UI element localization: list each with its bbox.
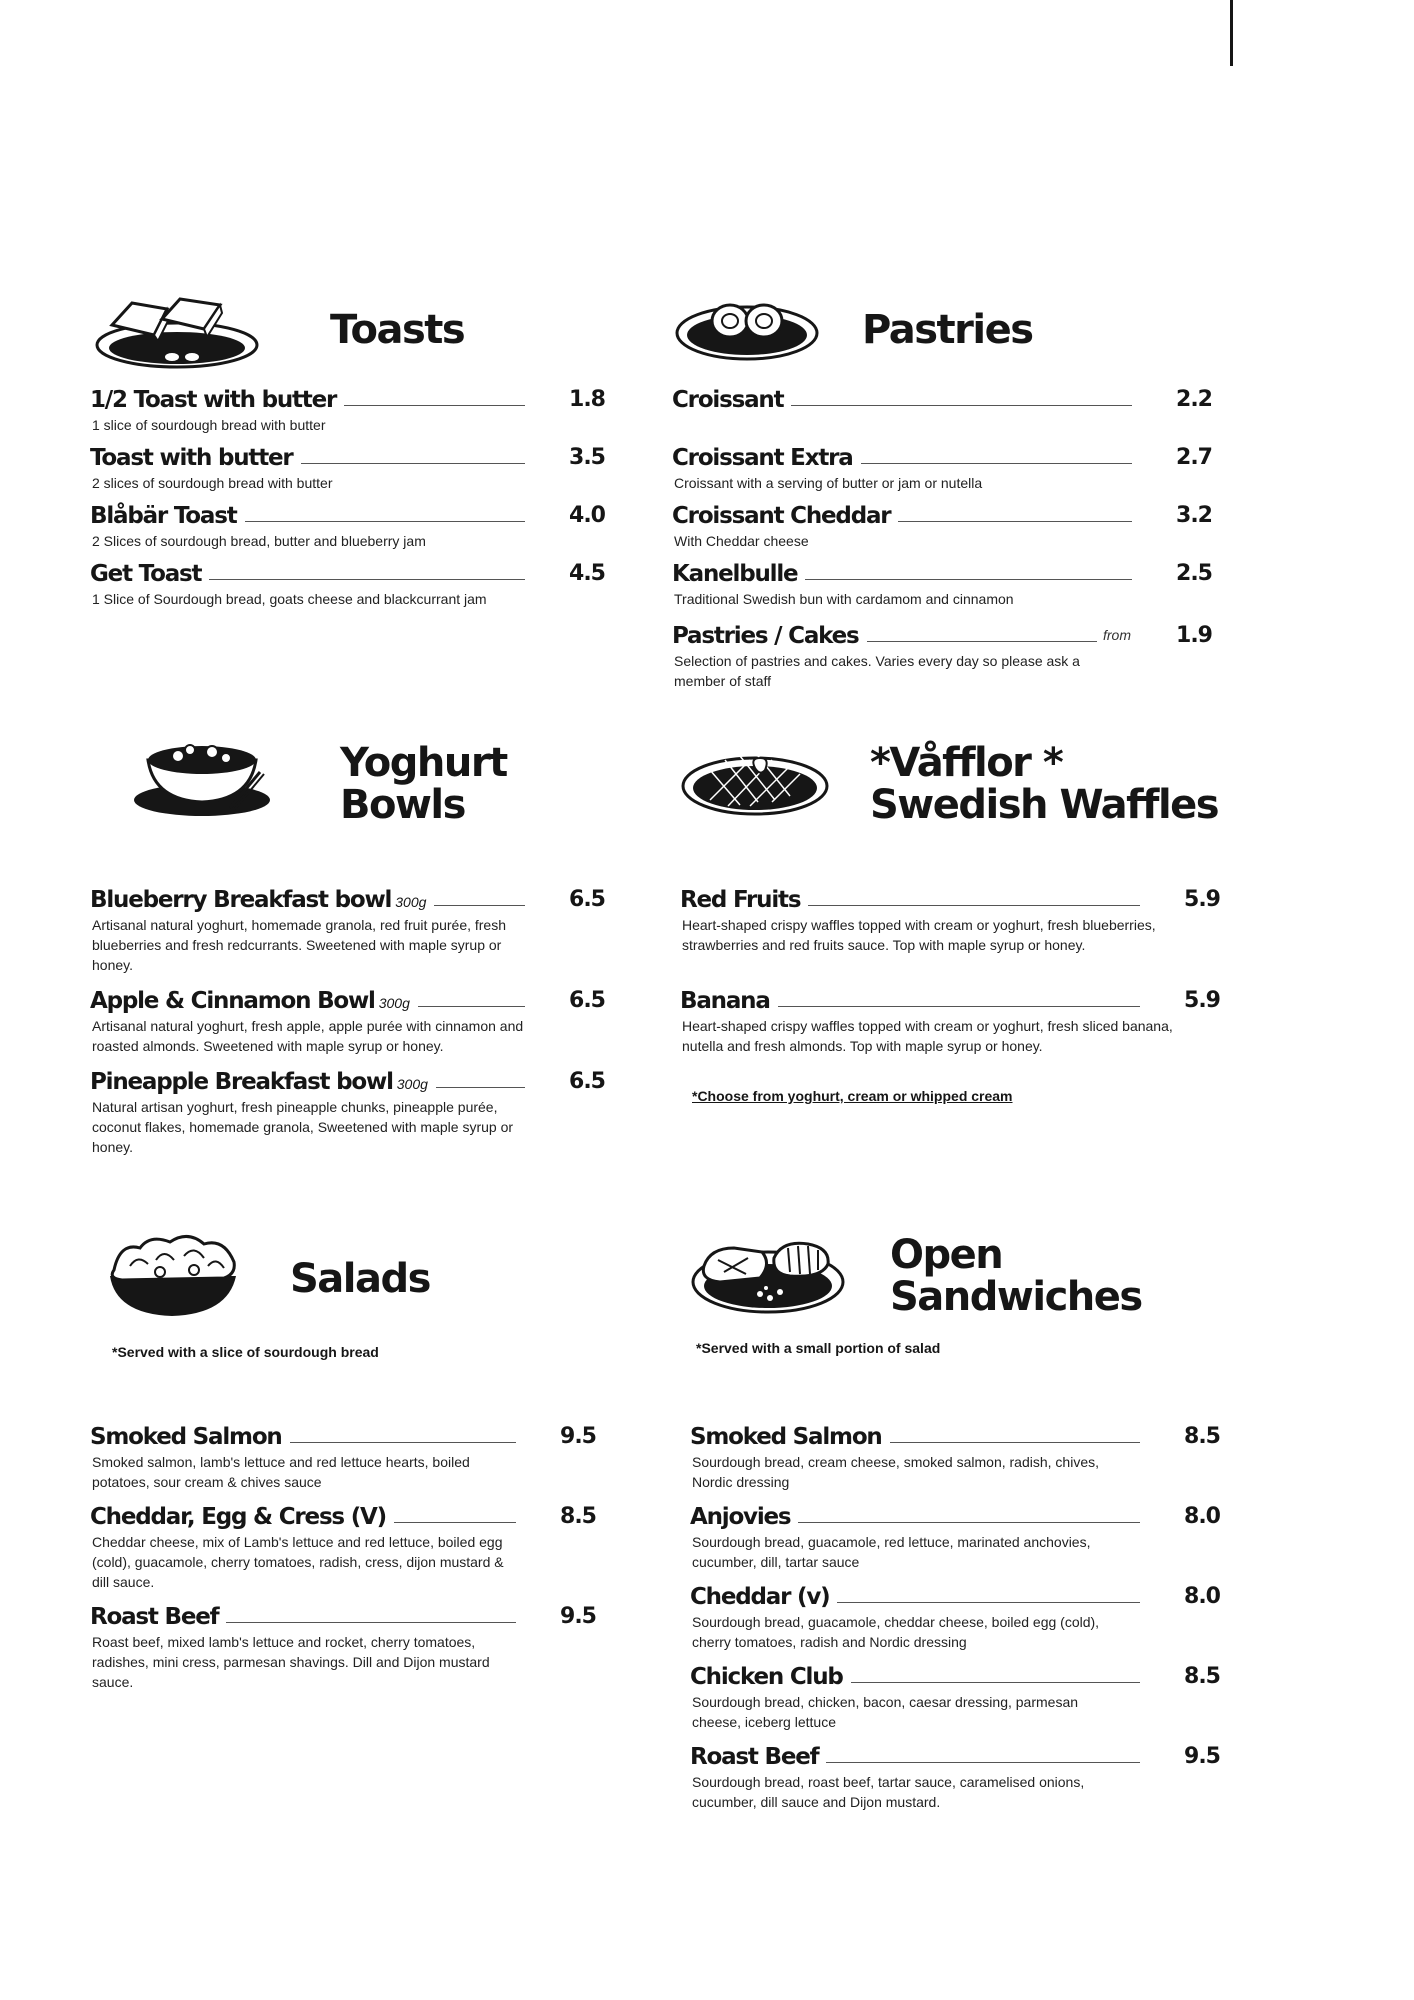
- sandwiches-menu-item: [690, 1502, 1240, 1572]
- menu-item-name-text: Apple & Cinnamon Bowl: [90, 988, 375, 1014]
- menu-item-row: [680, 885, 1240, 915]
- menu-item-price: 8.0: [1184, 1504, 1220, 1529]
- menu-item-description: Sourdough bread, guacamole, cheddar cheese, boiled egg (cold), cherry tomatoes, radish and Nordic dressing: [692, 1614, 1100, 1650]
- menu-item-name-text: 1/2 Toast with butter: [90, 387, 337, 413]
- yoghurt-header: [90, 730, 610, 830]
- menu-item-name-text: Chicken Club: [690, 1664, 843, 1690]
- menu-item-weight: 300g: [378, 995, 410, 1011]
- menu-item-name: [90, 986, 418, 1018]
- yoghurt-bowl-icon: [130, 730, 280, 820]
- menu-item-row: [90, 1602, 610, 1632]
- menu-item-row: [90, 501, 610, 531]
- menu-item-price: 1.8: [569, 387, 605, 412]
- menu-item-name: [690, 1582, 837, 1612]
- waffles-title: *Våfflor * Swedish Waffles: [870, 740, 1219, 828]
- pastries-section: [672, 295, 1232, 705]
- menu-item-row: [90, 1422, 610, 1452]
- menu-item-name-text: Kanelbulle: [672, 561, 798, 587]
- menu-item-row: [90, 986, 610, 1016]
- menu-item-row: [90, 559, 610, 589]
- menu-item-name-text: Croissant: [672, 387, 784, 413]
- menu-item-name: [90, 559, 209, 589]
- waffles-header: [680, 730, 1240, 830]
- menu-item-name: [90, 1422, 290, 1452]
- menu-item-description: Heart-shaped crispy waffles topped with cream or yoghurt, fresh blueberries, strawberries and red fruits sauce. Top with maple syrup or honey.: [682, 917, 1156, 953]
- toasts-menu-item: [90, 559, 610, 609]
- menu-item-name-text: Blåbär Toast: [90, 503, 237, 529]
- sandwiches-header: [690, 1230, 1240, 1330]
- sandwiches-menu-item: [690, 1662, 1240, 1732]
- menu-item-price: 3.2: [1176, 503, 1212, 528]
- toasts-menu-item: [90, 443, 610, 493]
- menu-item-row: [672, 621, 1232, 651]
- pastries-menu-item: [672, 621, 1232, 691]
- menu-item-price: 5.9: [1184, 887, 1220, 912]
- pastries-title: Pastries: [862, 307, 1033, 353]
- menu-item-description: Selection of pastries and cakes. Varies every day so please ask a member of staff: [674, 653, 1080, 689]
- sandwiches-menu-item: [690, 1422, 1240, 1492]
- menu-item-name: [672, 621, 867, 651]
- menu-item-name-text: Smoked Salmon: [690, 1424, 882, 1450]
- menu-item-description: Cheddar cheese, mix of Lamb's lettuce and red lettuce, boiled egg (cold), guacamole, cherry tomatoes, radish, cress, dijon mustard & dill sauce.: [92, 1534, 504, 1590]
- menu-item-row: [90, 385, 610, 415]
- menu-item-description: Sourdough bread, roast beef, tartar sauce, caramelised onions, cucumber, dill sauce and Dijon mustard.: [692, 1774, 1085, 1810]
- open-sandwich-plate-icon: [690, 1230, 850, 1322]
- salads-header: [90, 1230, 610, 1330]
- corner-crop-mark: [1230, 0, 1233, 66]
- toasts-menu-item: [90, 501, 610, 551]
- menu-item-name-text: Pastries / Cakes: [672, 623, 859, 649]
- menu-item-name: [672, 443, 861, 473]
- waffles-menu-item: [680, 986, 1240, 1056]
- menu-item-name: [680, 986, 778, 1016]
- pastries-menu-item: [672, 385, 1232, 415]
- menu-item-row: [672, 559, 1232, 589]
- pastry-plate-icon: [672, 295, 822, 365]
- pastries-menu-item: [672, 501, 1232, 551]
- menu-item-weight: 300g: [396, 1076, 428, 1092]
- menu-item-name: [90, 885, 434, 917]
- yoghurt-section: [90, 730, 610, 1170]
- menu-item-price: 6.5: [569, 988, 605, 1013]
- menu-item-price: 2.2: [1176, 387, 1212, 412]
- menu-item-name: [690, 1422, 890, 1452]
- menu-item-description: Smoked salmon, lamb's lettuce and red lettuce hearts, boiled potatoes, sour cream & chives sauce: [92, 1454, 470, 1490]
- menu-item-name-text: Croissant Cheddar: [672, 503, 891, 529]
- salads-menu-item: [90, 1422, 610, 1492]
- salads-served-note: *Served with a slice of sourdough bread: [112, 1344, 379, 1360]
- menu-item-description: Traditional Swedish bun with cardamom and cinnamon: [674, 591, 1014, 607]
- sandwiches-title: Open Sandwiches: [890, 1232, 1142, 1320]
- menu-item-name-text: Roast Beef: [90, 1604, 219, 1630]
- pastries-menu-item: [672, 559, 1232, 609]
- toast-plate-icon: [92, 295, 262, 373]
- toasts-header: [90, 295, 610, 395]
- menu-item-row: [90, 885, 610, 915]
- toasts-title: Toasts: [330, 307, 465, 353]
- menu-item-row: [672, 443, 1232, 473]
- menu-item-name: [90, 1502, 394, 1532]
- menu-item-description: 2 Slices of sourdough bread, butter and blueberry jam: [92, 533, 426, 549]
- menu-item-description: Artisanal natural yoghurt, homemade granola, red fruit purée, fresh blueberries and fresh redcurrants. Sweetened with maple syrup or honey.: [92, 917, 507, 973]
- menu-item-price: 2.5: [1176, 561, 1212, 586]
- toasts-section: [90, 295, 610, 635]
- waffle-plate-icon: [680, 730, 830, 830]
- yoghurt-title: Yoghurt Bowls: [340, 740, 507, 828]
- salad-bowl-icon: [100, 1230, 250, 1320]
- menu-item-price: 6.5: [569, 887, 605, 912]
- menu-item-row: [90, 443, 610, 473]
- menu-item-row: [690, 1422, 1240, 1452]
- yoghurt-menu-item: [90, 1067, 610, 1157]
- menu-item-row: [690, 1742, 1240, 1772]
- menu-item-name-text: Roast Beef: [690, 1744, 819, 1770]
- menu-item-row: [672, 501, 1232, 531]
- menu-item-name-text: Pineapple Breakfast bowl: [90, 1069, 393, 1095]
- menu-item-description: Natural artisan yoghurt, fresh pineapple chunks, pineapple purée, coconut flakes, homemade granola, Sweetened with maple syrup or honey.: [92, 1099, 514, 1155]
- menu-item-name-text: Red Fruits: [680, 887, 801, 913]
- salads-menu-item: [90, 1502, 610, 1592]
- waffles-section: [680, 730, 1240, 1130]
- menu-item-row: [690, 1502, 1240, 1532]
- menu-item-name-text: Blueberry Breakfast bowl: [90, 887, 392, 913]
- menu-item-from-label: from: [1097, 627, 1137, 643]
- menu-item-price: 5.9: [1184, 988, 1220, 1013]
- menu-item-description: 2 slices of sourdough bread with butter: [92, 475, 333, 491]
- menu-item-name: [690, 1502, 798, 1532]
- menu-item-price: 9.5: [560, 1604, 596, 1629]
- menu-item-name-text: Banana: [680, 988, 770, 1014]
- menu-item-name: [672, 501, 898, 531]
- menu-item-name-text: Smoked Salmon: [90, 1424, 282, 1450]
- menu-item-price: 3.5: [569, 445, 605, 470]
- menu-item-description: Artisanal natural yoghurt, fresh apple, apple purée with cinnamon and roasted almonds. Sweetened with maple syrup or honey.: [92, 1018, 524, 1054]
- menu-item-name-text: Cheddar (v): [690, 1584, 830, 1610]
- menu-item-weight: 300g: [395, 894, 427, 910]
- menu-item-name: [90, 1067, 436, 1099]
- menu-item-description: With Cheddar cheese: [674, 533, 809, 549]
- yoghurt-menu-item: [90, 885, 610, 975]
- menu-item-price: 9.5: [560, 1424, 596, 1449]
- menu-item-description: Heart-shaped crispy waffles topped with cream or yoghurt, fresh sliced banana, nutella and fresh almonds. Top with maple syrup or honey.: [682, 1018, 1173, 1054]
- sandwiches-served-note: *Served with a small portion of salad: [696, 1340, 941, 1356]
- toasts-menu-item: [90, 385, 610, 435]
- menu-item-name-text: Croissant Extra: [672, 445, 853, 471]
- menu-item-name: [672, 385, 791, 415]
- sandwiches-menu-item: [690, 1582, 1240, 1652]
- sandwiches-menu-item: [690, 1742, 1240, 1812]
- menu-item-name: [90, 1602, 226, 1632]
- sandwiches-section: [690, 1230, 1240, 1830]
- pastries-menu-item: [672, 443, 1232, 493]
- menu-item-name: [690, 1662, 851, 1692]
- menu-item-name: [680, 885, 808, 915]
- menu-item-price: 8.5: [560, 1504, 596, 1529]
- menu-item-name: [690, 1742, 826, 1772]
- menu-item-price: 8.5: [1184, 1664, 1220, 1689]
- menu-item-description: Sourdough bread, cream cheese, smoked salmon, radish, chives, Nordic dressing: [692, 1454, 1099, 1490]
- menu-item-name: [90, 385, 344, 415]
- menu-item-name: [90, 443, 301, 473]
- menu-item-name-text: Toast with butter: [90, 445, 293, 471]
- menu-item-price: 6.5: [569, 1069, 605, 1094]
- waffles-topping-note: *Choose from yoghurt, cream or whipped cream: [692, 1088, 1013, 1104]
- salads-title: Salads: [290, 1256, 430, 1302]
- menu-item-price: 1.9: [1176, 623, 1212, 648]
- salads-section: [90, 1230, 610, 1730]
- menu-item-description: 1 Slice of Sourdough bread, goats cheese and blackcurrant jam: [92, 591, 487, 607]
- menu-item-description: 1 slice of sourdough bread with butter: [92, 417, 326, 433]
- menu-item-row: [672, 385, 1232, 415]
- menu-item-description: Croissant with a serving of butter or jam or nutella: [674, 475, 983, 491]
- menu-item-price: 8.0: [1184, 1584, 1220, 1609]
- menu-item-row: [90, 1502, 610, 1532]
- menu-item-description: Sourdough bread, chicken, bacon, caesar dressing, parmesan cheese, iceberg lettuce: [692, 1694, 1079, 1730]
- menu-item-row: [680, 986, 1240, 1016]
- menu-item-price: 8.5: [1184, 1424, 1220, 1449]
- menu-item-price: 4.5: [569, 561, 605, 586]
- menu-item-description: Roast beef, mixed lamb's lettuce and rocket, cherry tomatoes, radishes, mini cress, parmesan shavings. Dill and Dijon mustard sauce.: [92, 1634, 490, 1690]
- menu-item-name: [90, 501, 245, 531]
- pastries-header: [672, 295, 1232, 395]
- menu-item-price: 9.5: [1184, 1744, 1220, 1769]
- waffles-menu-item: [680, 885, 1240, 955]
- menu-item-name-text: Cheddar, Egg & Cress (V): [90, 1504, 386, 1530]
- menu-item-name: [672, 559, 805, 589]
- yoghurt-menu-item: [90, 986, 610, 1056]
- menu-item-description: Sourdough bread, guacamole, red lettuce, marinated anchovies, cucumber, dill, tartar sauce: [692, 1534, 1091, 1570]
- menu-item-price: 2.7: [1176, 445, 1212, 470]
- menu-item-row: [90, 1067, 610, 1097]
- menu-item-name-text: Anjovies: [690, 1504, 791, 1530]
- menu-item-name-text: Get Toast: [90, 561, 202, 587]
- menu-item-row: [690, 1582, 1240, 1612]
- menu-item-price: 4.0: [569, 503, 605, 528]
- menu-item-row: [690, 1662, 1240, 1692]
- salads-menu-item: [90, 1602, 610, 1692]
